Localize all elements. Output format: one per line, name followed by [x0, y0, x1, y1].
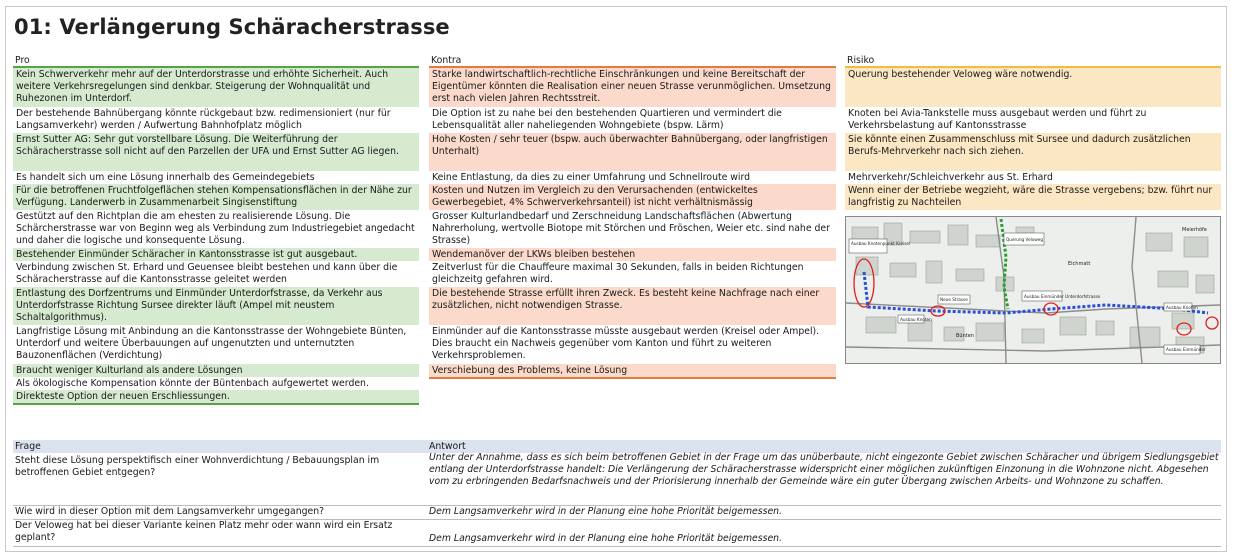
map-label-4: Ausbau Einmünder Unterdorfstrasse: [1024, 294, 1101, 299]
pro-item: Braucht weniger Kulturland als andere Lösungen: [13, 364, 419, 377]
pro-header: Pro: [13, 56, 419, 68]
qa-table: [13, 440, 1221, 547]
kontra-item: Die Option ist zu nahe bei den bestehenden Quartieren und vermindert die Lebensqualität aller naheliegenden Wohngebiete (bspw. Lärm): [432, 108, 782, 132]
qa-answer: Dem Langsamverkehr wird in der Planung eine hohe Priorität beigemessen.: [429, 506, 783, 517]
kontra-item: Kosten und Nutzen im Vergleich zu den Verursachenden (entwickeltes Gewerbegebiet, 4% Schwerverkehrsanteil) ist nicht verhältnismässig: [429, 184, 836, 210]
risiko-item: Mehrverkehr/Schleichverkehr aus St. Erhard: [848, 172, 1053, 183]
pro-item: Entlastung des Dorfzentrums und Einmünder Unterdorfstrasse, da Verkehr aus Unterdorfstrasse Richtung Sursee direkter läuft (Ampel mit neustem Schaltalgorithmus).: [13, 287, 419, 325]
qa-row: [13, 453, 1221, 506]
pro-item: Kein Schwerverkehr mehr auf der Unterdorstrasse und erhöhte Sicherheit. Auch weitere Verkehrsregelungen sind denkbar. Steigerung der Wohnqualität und Ruhezonen im Unterdorf.: [13, 68, 419, 107]
pro-item: Ernst Sutter AG: Sehr gut vorstellbare Lösung. Die Weiterführung der Schäracherstrasse soll nicht auf den Parzellen der UFA und Ernst Sutter AG liegen.: [13, 133, 419, 171]
antwort-header: Antwort: [429, 441, 466, 452]
pro-end-line: [13, 403, 419, 405]
qa-question: Wie wird in dieser Option mit dem Langsamverkehr umgegangen?: [15, 506, 325, 517]
kontra-item: Hohe Kosten / sehr teuer (bspw. auch überwachter Bahnübergang, oder langfristigen Unterhalt): [429, 133, 836, 171]
kontra-item: Grosser Kulturlandbedarf und Zerschneidung Landschaftsflächen (Abwertung Nahrerholung, wertvolle Biotope mit Störchen und Fröschen, Weier etc. sind nahe der Strasse): [432, 211, 830, 247]
qa-question: Der Veloweg hat bei dieser Variante keinen Platz mehr oder wann wird ein Ersatz geplant?: [15, 520, 393, 543]
map-label-3: Querung Veloweg: [1006, 237, 1044, 242]
map-label-9: Eichmatt: [1068, 261, 1091, 267]
site-map: [845, 216, 1221, 364]
pro-item: Als ökologische Kompensation könnte der Büntenbach aufgewertet werden.: [16, 378, 369, 389]
frage-header: Frage: [15, 441, 41, 452]
page-title: 01: Verlängerung Schäracherstrasse: [14, 15, 450, 39]
qa-row: [13, 520, 1221, 547]
pro-item: Gestützt auf den Richtplan die am ehesten zu realisierende Lösung. Die Schärcherstrasse war von Beginn weg als Verbindung zum Industriegebiet angedacht und daher die logische und konsequente Lösung.: [16, 211, 415, 247]
qa-answer: Dem Langsamverkehr wird in der Planung eine hohe Priorität beigemessen.: [429, 533, 783, 544]
site-map-drawing: [846, 217, 1220, 363]
pro-item: Es handelt sich um eine Lösung innerhalb des Gemeindegebiets: [16, 172, 315, 183]
kontra-end-line: [429, 377, 836, 379]
risiko-item: Wenn einer der Betriebe wegzieht, wäre die Strasse vergebens; bzw. führt nur langfristig zu Nachteilen: [845, 184, 1221, 210]
map-label-8: Bünten: [956, 333, 974, 339]
kontra-item: Einmünder auf die Kantonsstrasse müsste ausgebaut werden (Kreisel oder Ampel). Dies braucht ein Nachweis gegenüber vom Kanton und führt zu weiteren Verkehrsproblemen.: [432, 326, 820, 362]
kontra-header: Kontra: [429, 56, 836, 68]
pro-item: Verbindung zwischen St. Erhard und Geuensee bleibt bestehen und kann über die Schäracherstrasse auf die Kantonsstrasse geleitet werden: [16, 262, 398, 286]
map-label-5: Ausbau Knoten: [900, 317, 932, 322]
map-label-1: Ausbau Knotenpunkt Kreisel: [851, 241, 911, 246]
map-label-6: Ausbau Knoten: [1166, 305, 1198, 310]
risiko-item: Querung bestehender Veloweg wäre notwendig.: [845, 68, 1221, 107]
kontra-item: Keine Entlastung, da dies zu einer Umfahrung und Schnellroute wird: [432, 172, 751, 183]
map-label-10: Meierhöfe: [1182, 227, 1207, 233]
pro-column: [13, 56, 419, 405]
kontra-item: Zeitverlust für die Chauffeure maximal 30 Sekunden, falls in beiden Richtungen gleichzeitg gefahren wird.: [432, 262, 804, 286]
pro-item: Langfristige Lösung mit Anbindung an die Kantonsstrasse der Wohngebiete Bünten, Unterdorf und weitere Überbauungen auf ungenutzten und unternutzten Bauzonenflächen (Verdichtung): [16, 326, 407, 362]
risiko-item: Sie könnte einen Zusammenschluss mit Sursee und dadurch zusätzlichen Berufs-Mehrverkehr nach sich ziehen.: [845, 133, 1221, 171]
kontra-item: Starke landwirtschaftlich-rechtliche Einschränkungen und keine Bereitschaft der Eigentümer könnten die Realisation einer neuen Strasse verunmöglichen. Umsetzung erst nach vielen Jahren Rechtsstreit.: [429, 68, 836, 107]
qa-question: Steht diese Lösung perspektifisch einer Wohnverdichtung / Bebauungsplan im betroffenen Gebiet entgegen?: [15, 455, 380, 478]
risiko-item: Knoten bei Avia-Tankstelle muss ausgebaut werden und führt zu Verkehrsbelastung auf Kantonsstrasse: [848, 108, 1147, 132]
qa-row: [13, 506, 1221, 520]
pro-item: Direkteste Option der neuen Erschliessungen.: [13, 390, 419, 403]
risiko-header: Risiko: [845, 56, 1221, 68]
kontra-item: Verschiebung des Problems, keine Lösung: [429, 364, 836, 377]
risiko-column: [845, 56, 1221, 364]
qa-answer: Unter der Annahme, dass es sich beim betroffenen Gebiet in der Frage um das unüberbaute, nicht eingezonte Gebiet zwischen Schäracher und übrigem Siedlungsgebiet entlang der Unterdorfstrasse handelt: Die Verlängerung der Schäracherstrasse widerspricht einer möglichen zukünftigen Einzonung in die Wohnzone nicht. Abgesehen vom zu erbringenden Bedarfsnachweis und der Priorisierung innerhalb der Gemeinde wäre ein guter Übergang zwischen Arbeits- und Wohnzone zu schaffen.: [429, 452, 1219, 487]
map-label-7: Ausbau Einmünder: [1166, 347, 1206, 352]
kontra-item: Die bestehende Strasse erfüllt ihren Zweck. Es besteht keine Nachfrage nach einer zusätzlichen, nicht notwendigen Strasse.: [429, 287, 836, 325]
pro-item: Bestehender Einmünder Schäracher in Kantonsstrasse ist gut ausgebaut.: [13, 248, 419, 261]
pro-item: Der bestehende Bahnübergang könnte rückgebaut bzw. redimensioniert (nur für Langsamverkehr) werden / Aufwertung Bahnhofplatz möglich: [16, 108, 391, 132]
kontra-item: Wendemanöver der LKWs bleiben bestehen: [429, 248, 836, 261]
kontra-column: [429, 56, 836, 379]
map-label-2: Neue Strasse: [940, 297, 968, 302]
pro-item: Für die betroffenen Fruchtfolgeflächen stehen Kompensationsflächen in der Nähe zur Verfügung. Landerwerb in Zusammenarbeit Singisenstiftung: [13, 184, 419, 210]
